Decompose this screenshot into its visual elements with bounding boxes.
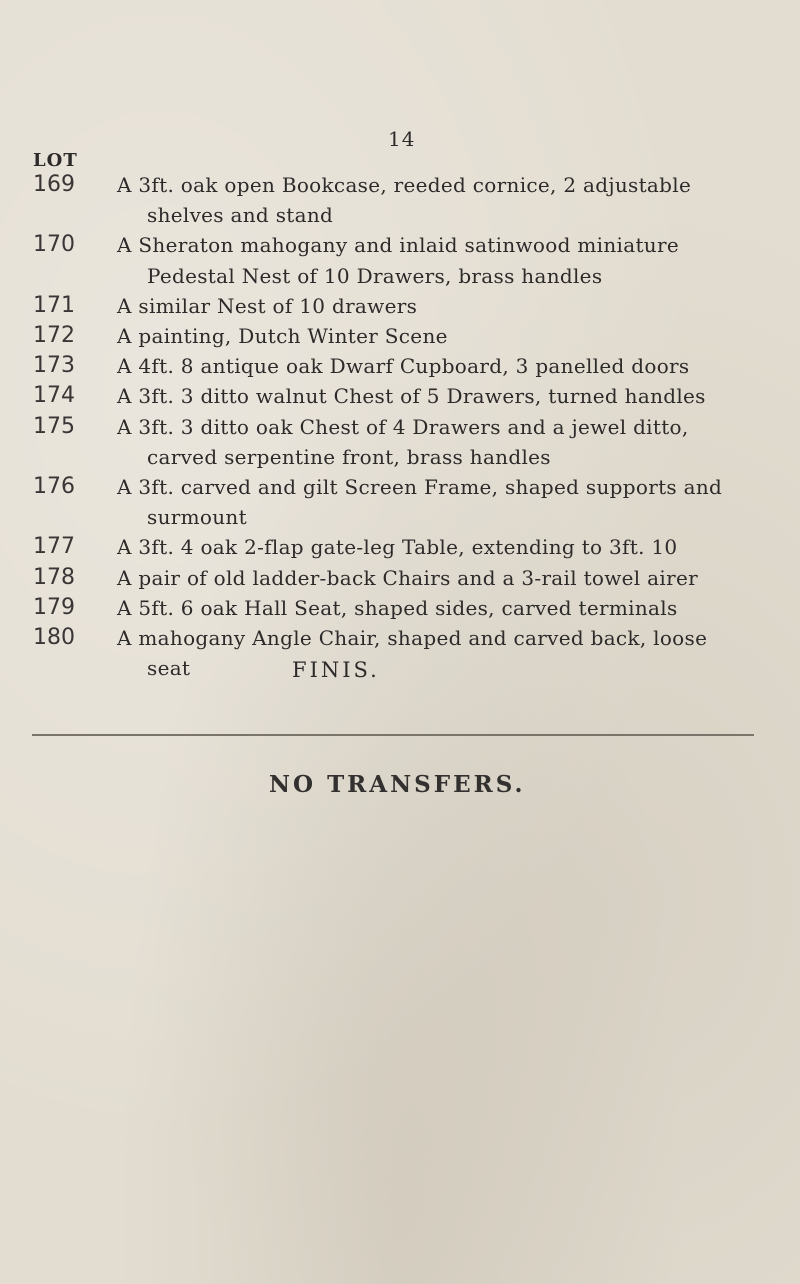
lot-description: A 3ft. carved and gilt Screen Frame, shaped supports and bbox=[117, 475, 723, 499]
lot-number: 180 bbox=[33, 625, 75, 650]
lot-description: A 4ft. 8 antique oak Dwarf Cupboard, 3 panelled doors bbox=[117, 354, 690, 379]
lot-item bbox=[0, 593, 800, 623]
lot-item bbox=[0, 623, 800, 683]
lot-number: 179 bbox=[33, 594, 75, 620]
lot-item bbox=[0, 321, 800, 351]
lot-description: A similar Nest of 10 drawers bbox=[117, 293, 418, 318]
page-number: 14 bbox=[388, 127, 416, 151]
lot-number: 175 bbox=[33, 413, 75, 439]
lot-item bbox=[0, 170, 800, 230]
lot-description: A 3ft. 3 ditto oak Chest of 4 Drawers and a jewel ditto, bbox=[117, 414, 689, 439]
lot-description: A 3ft. oak open Bookcase, reeded cornice, 2 adjustable bbox=[117, 173, 692, 197]
lot-description-continuation: shelves and stand bbox=[147, 203, 334, 228]
lot-number: 178 bbox=[33, 564, 75, 590]
lot-number: 176 bbox=[33, 474, 75, 499]
lot-column-header: LOT bbox=[33, 150, 78, 171]
lot-description: A Sheraton mahogany and inlaid satinwood miniature bbox=[117, 233, 679, 258]
lot-number: 169 bbox=[33, 172, 75, 197]
lot-item bbox=[0, 291, 800, 321]
lot-description-continuation: carved serpentine front, brass handles bbox=[147, 444, 551, 469]
no-transfers-notice: NO TRANSFERS. bbox=[269, 771, 526, 798]
lot-item bbox=[0, 351, 800, 381]
lot-number: 173 bbox=[33, 353, 75, 379]
lot-number: 177 bbox=[33, 534, 75, 560]
lot-number: 171 bbox=[33, 292, 75, 318]
lot-number: 172 bbox=[33, 323, 75, 348]
divider-line bbox=[32, 734, 754, 736]
lot-description: A 3ft. 3 ditto walnut Chest of 5 Drawers, turned handles bbox=[117, 384, 706, 409]
lot-number: 174 bbox=[33, 383, 75, 409]
lot-description-continuation: seat bbox=[147, 656, 191, 681]
lot-description: A 5ft. 6 oak Hall Seat, shaped sides, carved terminals bbox=[117, 595, 678, 620]
lot-item bbox=[0, 532, 800, 562]
finis-text: FINIS. bbox=[292, 658, 380, 682]
lot-item bbox=[0, 472, 800, 532]
lot-description-continuation: Pedestal Nest of 10 Drawers, brass handles bbox=[147, 263, 603, 288]
lot-description: A mahogany Angle Chair, shaped and carved back, loose bbox=[117, 626, 708, 650]
lot-item bbox=[0, 381, 800, 411]
lot-description: A painting, Dutch Winter Scene bbox=[117, 324, 448, 348]
lot-item bbox=[0, 230, 800, 290]
lot-description: A 3ft. 4 oak 2-flap gate-leg Table, extending to 3ft. 10 bbox=[117, 535, 678, 560]
lot-item bbox=[0, 412, 800, 472]
lot-item bbox=[0, 563, 800, 593]
lot-number: 170 bbox=[33, 232, 75, 258]
lot-description: A pair of old ladder-back Chairs and a 3-rail towel airer bbox=[117, 565, 698, 590]
lot-description-continuation: surmount bbox=[147, 505, 247, 530]
